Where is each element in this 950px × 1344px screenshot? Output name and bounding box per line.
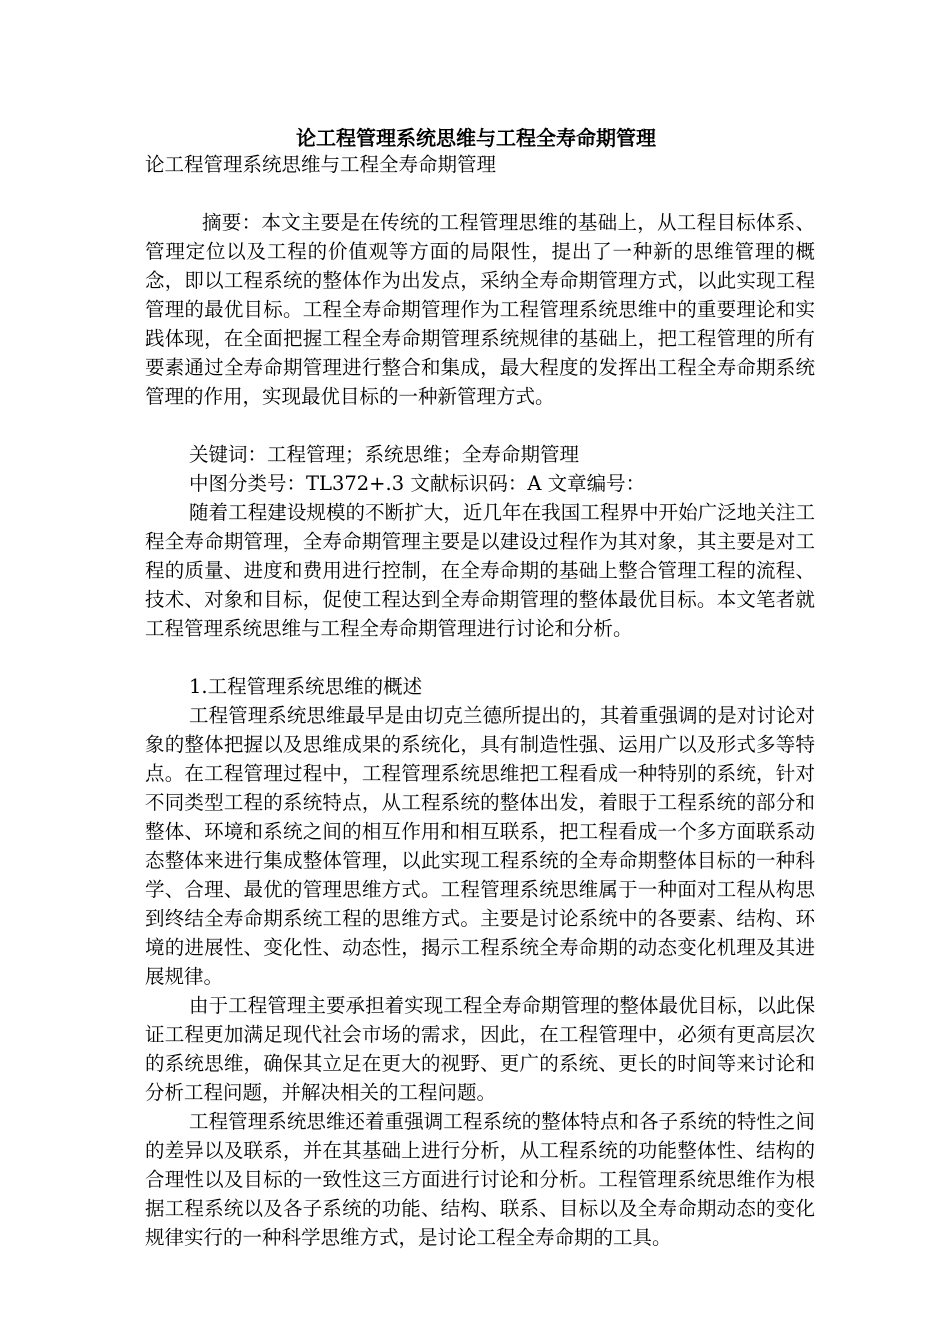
intro-paragraph: 随着工程建设规模的不断扩大，近几年在我国工程界中开始广泛地关注工程全寿命期管理，全寿命期管理主要是以建设过程作为其对象，其主要是对工程的质量、进度和费用进行控制，在全寿命期的基础上整合管理工程的流程、技术、对象和目标，促使工程达到全寿命期管理的整体最优目标。本文笔者就工程管理系统思维与工程全寿命期管理进行讨论和分析。 xyxy=(145,501,815,640)
document-subtitle: 论工程管理系统思维与工程全寿命期管理 xyxy=(145,153,497,176)
section-1-heading: 1.工程管理系统思维的概述 xyxy=(189,675,423,698)
document-title: 论工程管理系统思维与工程全寿命期管理 xyxy=(296,126,656,150)
document-body xyxy=(145,150,815,1252)
keywords-line: 关键词：工程管理；系统思维；全寿命期管理 xyxy=(189,443,580,466)
classification-line: 中图分类号：TL372+.3 文献标识码：A 文章编号： xyxy=(189,472,646,495)
abstract-paragraph: 摘要：本文主要是在传统的工程管理思维的基础上，从工程目标体系、管理定位以及工程的价值观等方面的局限性，提出了一种新的思维管理的概念，即以工程系统的整体作为出发点，采纳全寿命期管理方式，以此实现工程管理的最优目标。工程全寿命期管理作为工程管理系统思维中的重要理论和实践体现，在全面把握工程全寿命期管理系统规律的基础上，把工程管理的所有要素通过全寿命期管理进行整合和集成，最大程度的发挥出工程全寿命期系统管理的作用，实现最优目标的一种新管理方式。 xyxy=(145,211,815,408)
section-1-paragraph-1: 工程管理系统思维最早是由切克兰德所提出的，其着重强调的是对讨论对象的整体把握以及思维成果的系统化，具有制造性强、运用广以及形式多等特点。在工程管理过程中，工程管理系统思维把工程看成一种特别的系统，针对不同类型工程的系统特点，从工程系统的整体出发，着眼于工程系统的部分和整体、环境和系统之间的相互作用和相互联系，把工程看成一个多方面联系动态整体来进行集成整体管理，以此实现工程系统的全寿命期整体目标的一种科学、合理、最优的管理思维方式。工程管理系统思维属于一种面对工程从构思到终结全寿命期系统工程的思维方式。主要是讨论系统中的各要素、结构、环境的进展性、变化性、动态性，揭示工程系统全寿命期的动态变化机理及其进展规律。 xyxy=(145,704,815,988)
section-1-paragraph-3: 工程管理系统思维还着重强调工程系统的整体特点和各子系统的特性之间的差异以及联系，并在其基础上进行分析，从工程系统的功能整体性、结构的合理性以及目标的一致性这三方面进行讨论和分析。工程管理系统思维作为根据工程系统以及各子系统的功能、结构、联系、目标以及全寿命期动态的变化规律实行的一种科学思维方式，是讨论工程全寿命期的工具。 xyxy=(145,1110,815,1249)
section-1-paragraph-2: 由于工程管理主要承担着实现工程全寿命期管理的整体最优目标，以此保证工程更加满足现代社会市场的需求，因此，在工程管理中，必须有更高层次的系统思维，确保其立足在更大的视野、更广的系统、更长的时间等来讨论和分析工程问题，并解决相关的工程问题。 xyxy=(145,994,815,1104)
